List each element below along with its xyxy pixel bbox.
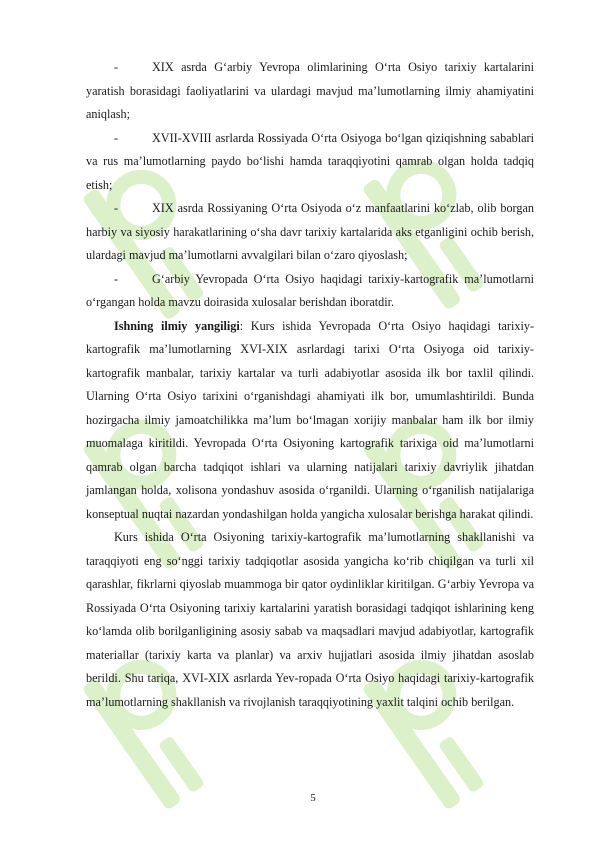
objective-item xyxy=(86,127,534,198)
body-text xyxy=(86,56,534,714)
conclusion-paragraph: Kurs ishida O‘rta Osiyoning tarixiy-kartografik ma’lumotlarning shakllanishi va taraqqiyoti eng so‘nggi tarixiy tadqiqotlar asosida yangicha ko‘rib chiqilgan va turli xil qarashlar, fikrlarni qiyoslab muammoga bir qator oydinliklar kiritilgan. G‘arbiy Yevropa va Rossiyada O‘rta Osiyoning tarixiy kartalarini yaratish borasidagi tadqiqot ishlarining keng ko‘lamda olib borilganligining asosiy sabab va maqsadlari mavjud adabiyotlar, kartografik materiallar (tarixiy karta va planlar) va arxiv hujjatlari asosida ilmiy jihatdan asoslab berildi. Shu tariqa, XVI-XIX asrlarda Yev-ropada O‘rta Osiyo haqidagi tarixiy-kartografik ma’lumotlarning shakllanish va rivojlanish taraqqiyotining yaxlit talqini ochib berilgan. xyxy=(86,530,534,709)
objective-text: XIX asrda G‘arbiy Yevropa olimlarining O‘rta Osiyo tarixiy kartalarini yaratish borasidagi faoliyatlarini va ulardagi mavjud ma’lumotlarning ilmiy ahamiyatini aniqlash; xyxy=(86,60,534,121)
bullet-marker: - xyxy=(114,271,119,286)
novelty-text: : Kurs ishida Yevropada O‘rta Osiyo haqidagi tarixiy-kartografik ma’lumotlarning XVI-XIX asrlardagi tarixi O‘rta Osiyoga oid tarixiy-kartografik manbalar, tarixiy kartalar va turli adabiyotlar asosida ilk bor taxlil qilindi. Ularning O‘rta Osiyo tarixini o‘rganishdagi ahamiyati ilk bor, umumlashtirildi. Bunda hozirgacha ilmiy jamoatchilikka ma’lum bo‘lmagan xorijiy manbalar ham ilk bor ilmiy muomalaga kiritildi. Yevropada O‘rta Osiyoning kartografik tarixiga oid ma’lumotlarni qamrab olgan barcha tadqiqot ishlari va ularning natijalari tarixiy davriylik jihatdan jamlangan holda, xolisona yondashuv asosida o‘rganildi. Ularning o‘rganilish natijalariga konseptual nuqtai nazardan yondashilgan holda yangicha xulosalar berishga harakat qilindi. xyxy=(86,318,535,521)
objective-item xyxy=(86,268,534,315)
novelty-paragraph xyxy=(86,315,534,527)
novelty-heading: Ishning ilmiy yangiligi xyxy=(114,318,240,333)
objective-text: G‘arbiy Yevropada O‘rta Osiyo haqidagi tarixiy-kartografik ma’lumotlarni o‘rgangan holda mavzu doirasida xulosalar berishdan iboratdir. xyxy=(86,271,534,309)
objective-item xyxy=(86,197,534,268)
bullet-marker: - xyxy=(114,201,119,215)
objective-text: XVII-XVIII asrlarda Rossiyada O‘rta Osiyoga bo‘lgan qiziqishning sabablari va rus ma’lumotlarning paydo bo‘lishi hamda taraqqiyotini qamrab olgan holda tadqiq etish; xyxy=(86,130,534,192)
bullet-marker: - xyxy=(114,130,119,145)
page-number: 5 xyxy=(310,792,316,804)
objective-text: XIX asrda Rossiyaning O‘rta Osiyoda o‘z manfaatlarini ko‘zlab, olib borgan harbiy va siyosiy harakatlarining o‘sha davr tarixiy kartalarida aks etganligini ochib berish, ulardagi mavjud ma’lumotlarni avvalgilari bilan o‘zaro qiyoslash; xyxy=(86,201,534,262)
bullet-marker: - xyxy=(114,60,119,74)
objective-item xyxy=(86,56,534,127)
